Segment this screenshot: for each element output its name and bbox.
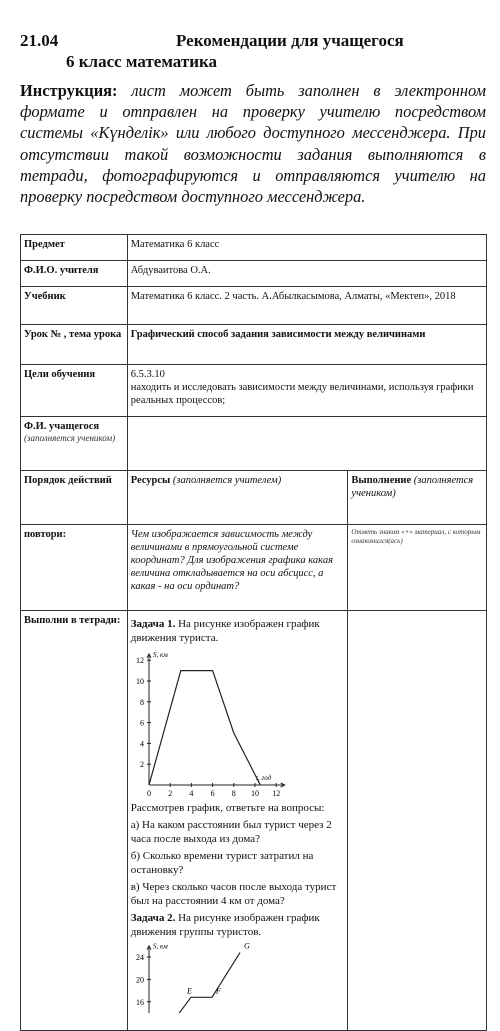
- repeat-mark-cell[interactable]: [348, 525, 487, 611]
- subject-value: Математика 6 класс: [127, 235, 486, 261]
- x-tick-label: 6: [210, 789, 215, 797]
- student-label: Ф.И. учащегося: [24, 421, 100, 432]
- repeat-label: повтори:: [21, 525, 128, 611]
- instruction-label: Инструкция:: [20, 81, 118, 100]
- point-label-e: E: [186, 986, 192, 996]
- task2-heading: [131, 911, 345, 939]
- y-tick-label: 6: [139, 718, 144, 728]
- order-label: Порядок действий: [21, 471, 128, 525]
- repeat-mark-note: Отметь знаком «+» материал, с которым ознакомился(ась): [351, 528, 481, 545]
- task1-heading: [131, 617, 345, 645]
- x-axis-label: t, год: [255, 774, 271, 782]
- teacher-value: Абдуваитова О.А.: [127, 261, 486, 287]
- y-tick-label: 2: [139, 760, 144, 770]
- student-cell: [21, 417, 128, 471]
- textbook-label: Учебник: [21, 287, 128, 325]
- x-tick-label: 0: [146, 789, 151, 797]
- x-tick-label: 4: [189, 789, 194, 797]
- student-input[interactable]: [127, 417, 486, 471]
- y-tick-label: 4: [139, 739, 144, 749]
- tourist-line: [149, 671, 260, 785]
- done-note: (заполняется учеником): [351, 475, 474, 499]
- task1-label: Задача 1.: [130, 618, 176, 630]
- task1-question-c: в) Через сколько часов после выхода турист был на расстоянии 4 км от дома?: [130, 881, 337, 907]
- x-tick-label: 12: [271, 789, 280, 797]
- y-tick-label: 10: [135, 677, 144, 686]
- tourist-graph: [131, 649, 291, 797]
- task1-text: На рисунке изображен график движения туриста.: [130, 618, 320, 644]
- goals-value: [127, 365, 486, 417]
- y-tick-label: 24: [135, 953, 144, 962]
- lesson-label: Урок № , тема урока: [21, 325, 128, 365]
- subject-label: Предмет: [21, 235, 128, 261]
- student-note: (заполняется учеником): [24, 433, 116, 443]
- y-axis-label: S, км: [152, 651, 168, 660]
- answer-cell[interactable]: [348, 611, 487, 1031]
- task2-text: На рисунке изображен график движения группы туристов.: [130, 912, 320, 938]
- group-graph: [131, 943, 291, 1013]
- instruction-text: лист может быть заполнен в электронном формате и отправлен на проверку учителю посредством системы «Күнделік» или любого доступного мессенджера. При отсутствии такой возможности задания выполняются в тетради, фотографируются и отправляются учителю на проверку посредством доступного мессенджера.: [20, 81, 486, 207]
- point-label-g: G: [243, 943, 250, 951]
- done-label: Выполнение: [351, 475, 412, 486]
- y-tick-label: 12: [135, 656, 144, 666]
- point-label-f: F: [215, 986, 221, 996]
- lesson-topic: Графический способ задания зависимости между величинами: [127, 325, 486, 365]
- date: 21.04: [20, 31, 59, 50]
- lesson-table: [20, 234, 487, 1031]
- task1-question-b: б) Сколько времени турист затратил на остановку?: [130, 850, 314, 876]
- goals-label: Цели обучения: [21, 365, 128, 417]
- resources-header: [127, 471, 348, 525]
- do-label: Выполни в тетради:: [21, 611, 128, 1031]
- textbook-value: Математика 6 класс. 2 часть. А.Абылкасымова, Алматы, «Мектеп», 2018: [127, 287, 486, 325]
- goals-text: находить и исследовать зависимости между величинами, используя графики реальных процессов;: [130, 382, 474, 406]
- x-tick-label: 10: [250, 789, 259, 797]
- page-subtitle: 6 класс математика: [66, 52, 218, 71]
- y-tick-label: 16: [135, 997, 144, 1007]
- instruction: [20, 80, 486, 207]
- repeat-questions: Чем изображается зависимость между величинами в прямоугольной системе координат? Для изображения графика какая величина откладывается на оси абсцисс, а какая - на оси ординат?: [127, 525, 348, 611]
- y-tick-label: 20: [135, 975, 144, 985]
- teacher-label: Ф.И.О. учителя: [21, 261, 128, 287]
- task2-label: Задача 2.: [130, 912, 176, 924]
- resources-label: Ресурсы: [130, 475, 171, 486]
- task1-question-a: а) На каком расстоянии был турист через 2 часа после выхода из дома?: [130, 819, 332, 845]
- x-tick-label: 8: [231, 789, 236, 797]
- goals-code: 6.5.3.10: [130, 369, 165, 380]
- task1-intro: Рассмотрев график, ответьте на вопросы:: [130, 802, 325, 814]
- group-line: [179, 953, 240, 1013]
- page-title: Рекомендации для учащегося: [176, 31, 404, 50]
- x-tick-label: 2: [167, 789, 172, 797]
- y-axis-label: S, км: [152, 943, 168, 951]
- tasks-cell: [127, 611, 348, 1031]
- y-tick-label: 8: [139, 697, 144, 707]
- done-header: [348, 471, 487, 525]
- resources-note: (заполняется учителем): [172, 475, 282, 486]
